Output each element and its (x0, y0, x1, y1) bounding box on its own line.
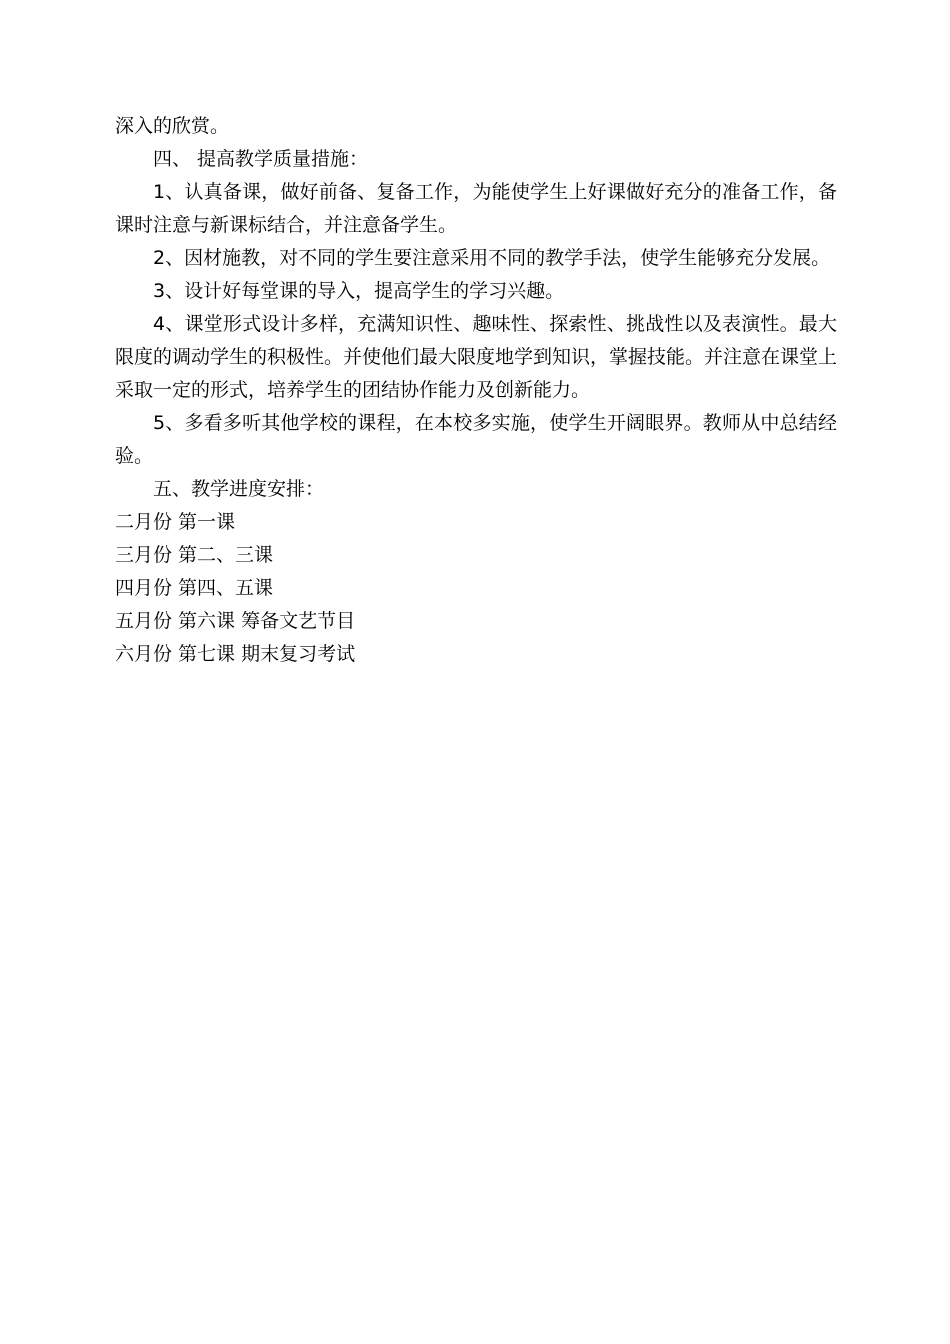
measure-item-3: 3、设计好每堂课的导入，提高学生的学习兴趣。 (153, 280, 565, 302)
schedule-item-march: 三月份 第二、三课 (115, 544, 274, 566)
schedule-item-june: 六月份 第七课 期末复习考试 (115, 643, 356, 665)
schedule-item-february: 二月份 第一课 (115, 511, 236, 533)
measure-item-5: 5、多看多听其他学校的课程，在本校多实施，使学生开阔眼界。教师从中总结经验。 (115, 412, 837, 467)
schedule-item-april: 四月份 第四、五课 (115, 577, 274, 599)
section-5-heading: 五、教学进度安排： (153, 478, 325, 500)
measure-item-2: 2、因材施教，对不同的学生要注意采用不同的教学手法，使学生能够充分发展。 (153, 247, 831, 269)
document-body (115, 110, 837, 671)
measure-item-1: 1、认真备课，做好前备、复备工作，为能使学生上好课做好充分的准备工作，备课时注意与新课标结合，并注意备学生。 (115, 181, 837, 236)
schedule-item-may: 五月份 第六课 筹备文艺节目 (115, 610, 356, 632)
continuation-paragraph: 深入的欣赏。 (115, 115, 230, 137)
section-4-heading: 四、 提高教学质量措施： (153, 148, 369, 170)
measure-item-4: 4、课堂形式设计多样，充满知识性、趣味性、探索性、挑战性以及表演性。最大限度的调动学生的积极性。并使他们最大限度地学到知识，掌握技能。并注意在课堂上采取一定的形式，培养学生的团结协作能力及创新能力。 (115, 313, 838, 401)
